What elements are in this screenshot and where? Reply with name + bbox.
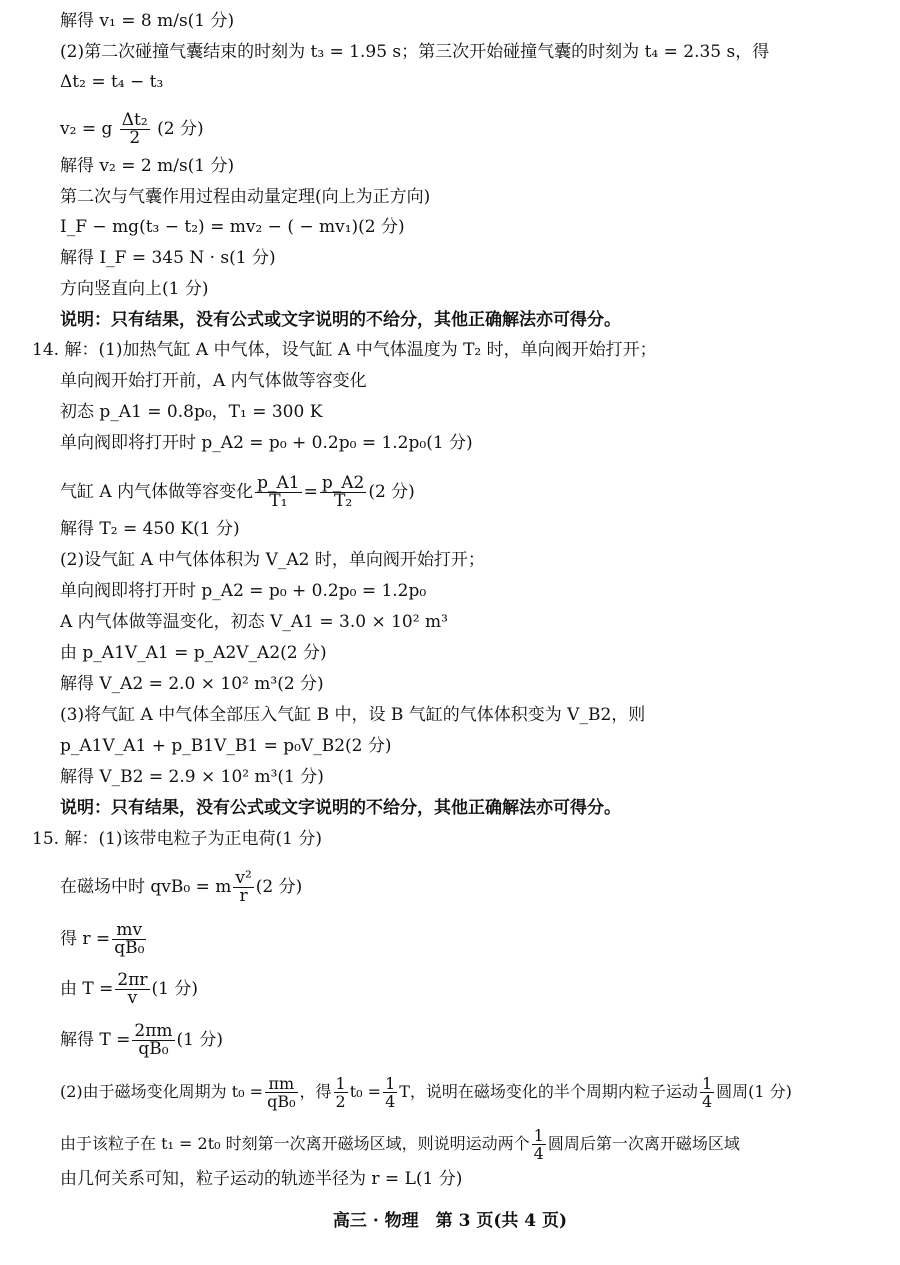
line-27: 在磁场中时 qvB₀ = m $\frac{\text{v²}}{r}$ (2 分) (60, 868, 303, 906)
line-01: 解得 v₁ = 8 m/s(1 分) (60, 11, 235, 31)
line-04: v₂ = g $\frac{\text{Δt₂}}{2}$ (2 分) (60, 110, 204, 148)
line-05: 解得 v₂ = 2 m/s(1 分) (60, 156, 235, 176)
fraction: $\frac{1}{4}$ (701, 1074, 713, 1111)
line-21: 解得 V_A2 = 2.0 × 10² m³(2 分) (60, 674, 324, 694)
line-03: Δt₂ = t₄ − t₃ (60, 72, 164, 92)
fraction: $\frac{1}{2}$ (335, 1074, 346, 1111)
line-07: I_F − mg(t₃ − t₂) = mv₂ − ( − mv₁)(2 分) (60, 217, 405, 237)
line-32: 由于该粒子在 t₁ = 2t₀ 时刻第一次离开磁场区域，则说明运动两个 $\frac{1}{4}$ 圆周后第一次离开磁场区域 (60, 1126, 740, 1163)
fraction: $\frac{2\pi m}{\text{qB₀}}$ (134, 1021, 173, 1059)
line-14: 单向阀即将打开时 p_A2 = p₀ + 0.2p₀ = 1.2p₀(1 分) (60, 433, 473, 453)
line-19: A 内气体做等温变化，初态 V_A1 = 3.0 × 10² m³ (60, 612, 448, 632)
line-24: 解得 V_B2 = 2.9 × 10² m³(1 分) (60, 767, 324, 787)
line-02: (2)第二次碰撞气囊结束的时刻为 t₃ = 1.95 s；第三次开始碰撞气囊的时刻为 t₄ = 2.35 s，得 (60, 42, 770, 62)
line-12: 单向阀开始打开前，A 内气体做等容变化 (60, 371, 367, 391)
line-13: 初态 p_A1 = 0.8p₀，T₁ = 300 K (60, 402, 323, 422)
line-17: (2)设气缸 A 中气体体积为 V_A2 时，单向阀开始打开； (60, 550, 485, 570)
line-22: (3)将气缸 A 中气体全部压入气缸 B 中，设 B 气缸的气体体积变为 V_B2，则 (60, 705, 646, 725)
line-29: 由 T = $\frac{2\pi r}{v}$ (1 分) (60, 970, 198, 1008)
line-31: (2)由于磁场变化周期为 t₀ = $\frac{\pi m}{\text{qB₀}}$ ，得 $\frac{1}{2}$ t₀ = $\frac{1}{4}$ T，说明在磁场变化的半个周期内粒子运动 $\frac{1}{4}$ 圆周(1 分) (60, 1074, 792, 1111)
line-08: 解得 I_F = 345 N · s(1 分) (60, 248, 276, 268)
note-1: 说明：只有结果，没有公式或文字说明的不给分，其他正确解法亦可得分。 (60, 310, 621, 330)
line-16: 解得 T₂ = 450 K(1 分) (60, 519, 240, 539)
line-26: 15. 解：(1)该带电粒子为正电荷(1 分) (32, 829, 323, 849)
fraction: $\frac{mv}{\text{qB₀}}$ (114, 920, 145, 958)
fraction: $\frac{2\pi r}{v}$ (117, 970, 148, 1008)
page-footer: 高三 · 物理 第 3 页(共 4 页) (332, 1211, 568, 1231)
fraction: $\frac{\pi m}{\text{qB₀}}$ (267, 1074, 296, 1111)
fraction: $\frac{p\_A2}{\text{T₂}}$ (321, 473, 365, 511)
fraction: $\frac{\text{v²}}{r}$ (235, 868, 252, 906)
line-18: 单向阀即将打开时 p_A2 = p₀ + 0.2p₀ = 1.2p₀ (60, 581, 427, 601)
line-23: p_A1V_A1 + p_B1V_B1 = p₀V_B2(2 分) (60, 736, 392, 756)
line-33: 由几何关系可知，粒子运动的轨迹半径为 r = L(1 分) (60, 1169, 463, 1189)
fraction: $\frac{\text{Δt₂}}{2}$ (121, 110, 148, 148)
fraction: $\frac{1}{4}$ (533, 1126, 544, 1163)
line-28: 得 r = $\frac{mv}{\text{qB₀}}$ (60, 920, 145, 958)
line-09: 方向竖直向上(1 分) (60, 279, 209, 299)
note-2: 说明：只有结果，没有公式或文字说明的不给分，其他正确解法亦可得分。 (60, 798, 621, 818)
line-11: 14. 解：(1)加热气缸 A 中气体，设气缸 A 中气体温度为 T₂ 时，单向阀开始打开； (32, 340, 657, 360)
line-20: 由 p_A1V_A1 = p_A2V_A2(2 分) (60, 643, 327, 663)
line-30: 解得 T = $\frac{2\pi m}{\text{qB₀}}$ (1 分) (60, 1021, 223, 1059)
line-15: 气缸 A 内气体做等容变化 $\frac{p\_A1}{\text{T₁}}$ = $\frac{p\_A2}{\text{T₂}}$ (2 分) (60, 473, 415, 511)
fraction: $\frac{p\_A1}{\text{T₁}}$ (257, 473, 300, 511)
fraction: $\frac{1}{4}$ (385, 1074, 396, 1111)
line-06: 第二次与气囊作用过程由动量定理(向上为正方向) (60, 187, 431, 207)
